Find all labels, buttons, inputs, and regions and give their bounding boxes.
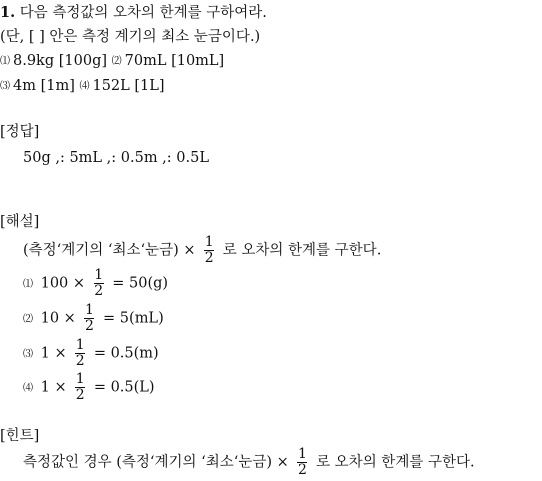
step-rhs: = 50(g)	[112, 275, 169, 292]
fraction-denominator: 2	[84, 318, 94, 334]
step-circle: ⑷	[23, 382, 33, 394]
item-circle: ⑶	[0, 81, 10, 92]
one-half-fraction	[94, 268, 104, 299]
item-text: 70mL [10mL]	[124, 53, 225, 69]
fraction-denominator: 2	[75, 353, 85, 369]
fraction-numerator: 1	[297, 446, 307, 462]
step-lhs: 10 ×	[40, 310, 76, 327]
explanation-intro-before: (측정‘계기의 ‘최소‘눈금) ×	[23, 242, 196, 259]
step-lhs: 1 ×	[40, 345, 67, 362]
step-circle: ⑴	[23, 278, 33, 290]
hint-after: 로 오차의 한계를 구한다.	[316, 454, 475, 471]
fraction-denominator: 2	[75, 387, 85, 403]
step-circle: ⑵	[23, 313, 33, 325]
fraction-numerator: 1	[94, 267, 104, 283]
answer-text: 50g ,: 5mL ,: 0.5m ,: 0.5L	[23, 150, 209, 166]
problem-title: 다음 측정값의 오차의 한계를 구하여라.	[19, 5, 267, 21]
item-circle: ⑵	[111, 56, 122, 67]
problem-items-row-2	[0, 77, 165, 96]
hint-heading: [힌트]	[0, 428, 40, 444]
explanation-step	[23, 268, 168, 300]
step-lhs: 100 ×	[40, 275, 86, 292]
explanation-intro-after: 로 오차의 한계를 구한다.	[222, 242, 382, 259]
fraction-denominator: 2	[297, 462, 307, 478]
explanation-step	[23, 372, 155, 404]
one-half-fraction	[84, 303, 94, 334]
step-rhs: = 5(mL)	[103, 310, 164, 327]
step-rhs: = 0.5(m)	[93, 345, 159, 362]
item-circle: ⑷	[79, 81, 90, 92]
one-half-fraction	[75, 338, 85, 369]
item-text: 8.9kg [100g]	[13, 53, 108, 69]
fraction-numerator: 1	[84, 302, 94, 318]
step-lhs: 1 ×	[40, 379, 67, 396]
answer-heading: [정답]	[0, 124, 40, 140]
item-circle: ⑴	[0, 56, 10, 67]
step-circle: ⑶	[23, 348, 33, 360]
fraction-numerator: 1	[75, 371, 85, 387]
one-half-fraction	[204, 235, 214, 266]
fraction-denominator: 2	[204, 250, 214, 266]
step-rhs: = 0.5(L)	[93, 379, 155, 396]
explanation-heading: [해설]	[0, 214, 40, 230]
item-text: 4m [1m]	[13, 78, 75, 94]
fraction-numerator: 1	[204, 234, 214, 250]
problem-title-line	[0, 4, 267, 22]
one-half-fraction	[297, 447, 307, 478]
explanation-intro	[23, 235, 381, 266]
hint-before: 측정값인 경우 (측정‘계기의 ‘최소‘눈금) ×	[23, 454, 289, 471]
fraction-numerator: 1	[75, 337, 85, 353]
item-text: 152L [1L]	[92, 78, 165, 94]
one-half-fraction	[75, 372, 85, 403]
fraction-denominator: 2	[94, 283, 104, 299]
explanation-step	[23, 303, 164, 335]
problem-number: 1.	[0, 4, 16, 21]
problem-items-row-1	[0, 52, 224, 71]
problem-condition: (단, [ ] 안은 측정 계기의 최소 눈금이다.)	[0, 29, 261, 45]
hint-text	[23, 447, 475, 478]
explanation-step	[23, 338, 159, 370]
